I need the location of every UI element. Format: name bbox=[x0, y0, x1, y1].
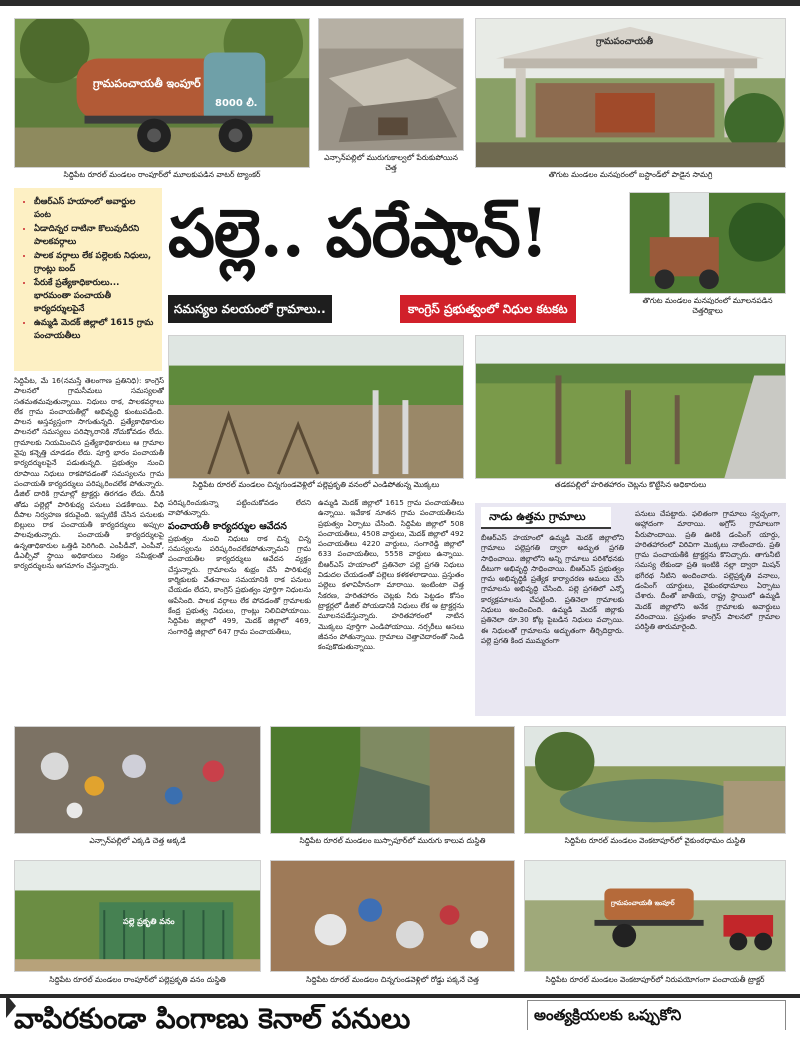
column-2-intro: పరిష్కరించుకున్నా పట్టించుకోవడం లేదని వాపోతున్నారు. bbox=[168, 498, 311, 518]
caption-garbage-5: సిద్దిపేట రూరల్ మండలం చిన్నగుండవెళ్లిలో రోడ్డు పక్కనే చెత్త bbox=[306, 975, 479, 984]
dry-plants-photo bbox=[168, 335, 464, 479]
article-column-3: ఉమ్మడి మెదక్ జిల్లాలో 1615 గ్రామ పంచాయతీలు ఉన్నాయి. ఇవేకాక నూతన గ్రామ పంచాయతీలను ప్రభుత్వం ఏర్పాటు చేసింది. సిద్దిపేట జిల్లాలో 508 పంచాయతీలు, 4508 వార్డులు, మెదక్ జిల్లాలో 492 పంచాయతీలు 4220 వార్డులు, సంగారెడ్డి జిల్లాలో 633 పంచాయతీలు, 5558 వార్డులు ఉన్నాయి. బీఆర్ఎస్ హయాంలో ప్రతినెలా పల్లె ప్రగతి నిధులు విడుదల చేయడంతో పల్లెలు కళకళలాడాయి. ప్రస్తుతం పల్లెలు కళావిహీనంగా మారాయి. ఇంటింటా చెత్త సేకరణ, హరితహారం చెట్లకు నీరు పెట్టడం కోసం ట్రాక్టర్లలో డీజిల్ పోయడానికి నిధులు లేక ఆ ట్రాక్టర్లను మూలనపడేస్తున్నారు. హరితహారంలో నాటిన మొక్కలు పూర్తిగా ఎండిపోయాయి. నర్సరీలు అసలు జీవనం పోతున్నాయి. గ్రామాలు చెత్తాచెదారంతో నిండి కంపుకొడుతున్నాయి. bbox=[318, 498, 464, 652]
article-column-1: సిద్దిపేట, మే 16(నమస్తే తెలంగాణ ప్రతినిధి): కాంగ్రెస్ పాలనలో గ్రామసీమలు సమస్యలతో సతమతమవుతున్నాయి. నిధులు రాక, పాలకవర్గాలు లేక గ్రామ పంచాయతీల్లో అభివృద్ధి కుంటుపడింది. పాలన అస్తవ్యస్తంగా సాగుతున్నది. ప్రత్యేకాధికారుల పాలనలో సమస్యలు పరిష్కారానికి నోచుకోవడం లేదు. గ్రామాలకు నియమించిన ప్రత్యేకాధికారులు ఆ గ్రామాల వైపు కన్నెత్తి చూడడం లేదు. పూర్తి భారం పంచాయతీ కార్యదర్శులపైనే పడుతున్నది. ప్రభుత్వం నుంచి రూపాయి నిధులు రాకపోవడంతో సమస్యలను గ్రామ పంచాయతీ కార్యదర్శులు పరిష్కరించలేక పోతున్నారు. డీజిల్ దారికి గ్రామాల్లో ట్రాక్టర్లు తిరగడం లేదు. దీనికి తోడు పల్లెల్లో పారిశుధ్య పనులు పడకేశాయి. వీధి దీపాల నిర్వహణ కరువైంది. ఇప్పటికే చేసిన పనులకు బిల్లులు రాక పంచాయతీ కార్యదర్శులు అప్పుల పాలవుతున్నారు. పంచాయతీ కార్యదర్శులపై ఉన్నతాధికారుల ఒత్తిడి పెరిగింది. ఎంపీడీవో, ఎంపీవో, డీఎల్పీవో స్థాయి అధికారులు నిత్యం సమీక్షలతో కార్యదర్శులను ఆగమాగం చేస్తున్నారు. bbox=[14, 376, 164, 571]
top-rule bbox=[0, 0, 800, 6]
caption-garbage-1: ఎన్సాన్‌పల్లిలో ఎక్కడి చెత్త అక్కడే bbox=[89, 836, 186, 845]
caption-drain-top: ఎన్సాన్‌పల్లిలో మురుగుకాల్వలో పేరుకుపోయిన చెత్త bbox=[324, 153, 458, 172]
caption-pond-3: సిద్దిపేట రూరల్ మండలం వెంకటాపూర్‌లో వైకుంఠధామం దుస్థితి bbox=[564, 836, 746, 845]
highlights-box bbox=[14, 188, 162, 371]
caption-tanker: సిద్దిపేట రూరల్ మండలం రాంపూర్‌లో మూలకుపడిన వాటర్ ట్యాంకర్ bbox=[63, 170, 261, 179]
gate-sign: పల్లె ప్రకృతి వనం bbox=[123, 917, 175, 926]
subheadline-black: సమస్యల వలయంలో గ్రామాలు.. bbox=[168, 295, 332, 323]
highlight-item: • పాలక వర్గాలు లేక పల్లెలకు నిధులు, గ్రాంట్లు బంద్ bbox=[34, 250, 154, 276]
caption-dry-plants: సిద్దిపేట రూరల్ మండలం చిన్నగుండవెళ్లిలో పల్లెప్రకృతి వనంలో ఎండిపోతున్న మొక్కలు bbox=[192, 480, 440, 489]
garbage-photo-5 bbox=[270, 860, 515, 972]
highlight-item: • బీఆర్ఎస్ హయాంలో అవార్డుల పంట bbox=[34, 196, 154, 222]
rickshaw-photo bbox=[629, 192, 786, 294]
article-column-2 bbox=[168, 498, 311, 720]
sidebox-column-2: పనులు చేపట్టారు. ఫలితంగా గ్రామాలు స్వచ్ఛంగా, ఆహ్లాదంగా మారాయి. అగ్రోస్ గ్రామాలుగా పేరుపొందాయి. ప్రతి ఊరికి డంపింగ్ యార్డు, హరితహారంలో విరివిగా మొక్కలు నాటించారు. ప్రతి గ్రామ పంచాయతీకి ట్రాక్టర్లను కొనిచ్చారు. తాగునీటి సమస్య లేకుండా ప్రతి ఇంటికి నల్లా ద్వారా మిషన్ భగీరథ నీటిని అందించారు. పల్లెప్రకృతి వనాలు, డంపింగ్ యార్డులు, వైకుంఠధామాలు ఏర్పాటు చేశారు. దీంతో జాతీయ, రాష్ట్ర స్థాయిలో ఉమ్మడి మెదక్ జిల్లాలోని అనేక గ్రామాలకు అవార్డులు వరించాయి. ప్రస్తుతం కాంగ్రెస్ పాలనలో గ్రామాల పరిస్థితి తారుమారైంది. bbox=[635, 509, 780, 632]
gate-photo-4 bbox=[14, 860, 261, 972]
shed-sign: గ్రామపంచాయతీ bbox=[596, 37, 654, 47]
highlight-item: • ఏడాదిన్నర దాటినా కొలువుదీరని పాలకవర్గాలు bbox=[34, 223, 154, 249]
section-heading: పంచాయతీ కార్యదర్శుల ఆవేదన bbox=[168, 520, 287, 532]
tractor-trailer-sign: గ్రామపంచాయతీ ఇంపూర్ bbox=[611, 899, 675, 907]
column-2-body: ప్రభుత్వం నుంచి నిధులు రాక చిన్న చిన్న సమస్యలను పరిష్కరించలేకపోతున్నామని గ్రామ పంచాయతీల కార్యదర్శులు ఆవేదన వ్యక్తం చేస్తున్నారు. గ్రామాలను శుభ్రం చేసే పారిశుధ్య కార్మికులకు వేతనాలు సమయానికి రాక పనులు చేయడం లేదని, కాంగ్రెస్ ప్రభుత్వం పూర్తిగా నిధులను ఆపేసింది. పాలక వర్గాలు లేక పోవడంతో గ్రామాలకు కేంద్ర ప్రభుత్వ నిధులు, గ్రాంట్లు నిలిచిపోయాయి. సిద్దిపేట జిల్లాలో 499, మెదక్ జిల్లాలో 469, సంగారెడ్డి జిల్లాలో 647 గ్రామ పంచాయతీలు, bbox=[168, 533, 311, 636]
caption-drain-2: సిద్దిపేట రూరల్ మండలం బుస్సాపూర్‌లో మురుగు కాలువ దుస్థితి bbox=[299, 836, 486, 845]
sidebox-heading: నాడు ఉత్తమ గ్రామాలు bbox=[481, 507, 611, 529]
pond-photo-3 bbox=[524, 726, 786, 834]
caption-shed: తొగుట మండలం మనపురంలో బస్టాండ్‌లో పాడైన సామగ్రి bbox=[548, 170, 713, 179]
sidebox-column-1: బీఆర్ఎస్ హయాంలో ఉమ్మడి మెదక్ జిల్లాలోని గ్రామాలు పల్లెప్రగతి ద్వారా అద్భుత ప్రగతి సాధించాయి. జిల్లాలోని అన్ని గ్రామాలు పరిశోధనకు దీటుగా అభివృద్ధి సాధించాయి. బీఆర్ఎస్ ప్రభుత్వం గ్రామ అభివృద్ధికి ప్రత్యేక కార్యాచరణ అమలు చేసి గ్రామాలను అభివృద్ధి చేసింది. పల్లె ప్రగతిలో ఎన్నో కార్యక్రమాలను చేపట్టింది. ప్రతినెలా గ్రామాలకు నిధులు అందించింది. ఉమ్మడి మెదక్ జిల్లాకు ప్రతినెలా రూ.30 కోట్ల పైబడిన నిధులు వచ్చాయి. ఈ నిధులతో గ్రామాలను అద్భుతంగా తీర్చిదిద్దారు. పల్లె ప్రగతి కింద ముమ్మరంగా bbox=[481, 533, 624, 645]
sidebox bbox=[475, 503, 786, 716]
cut-trees-photo bbox=[475, 335, 786, 479]
tanker-label-2: 8000 లీ. bbox=[215, 98, 258, 109]
tanker-label-1: గ్రామపంచాయతీ ఇంపూర్ bbox=[93, 77, 201, 90]
next-story-headline: వాపిరకుండా పింగాణు కెనాల్ పనులు bbox=[14, 1002, 411, 1035]
caption-tractor-6: సిద్దిపేట రూరల్ మండలం వెంకటాపూర్‌లో నిరుపయోగంగా పంచాయతీ ట్రాక్టర్ bbox=[545, 975, 765, 984]
water-tanker-photo bbox=[14, 18, 310, 168]
garbage-photo-1 bbox=[14, 726, 261, 834]
caption-rickshaw: తొగుట మండలం మనపురంలో మూలనపడిన చెత్తరిక్షాలు bbox=[642, 296, 773, 315]
highlight-item: • ఉమ్మడి మెదక్ జిల్లాలో 1615 గ్రామ పంచాయతీలు bbox=[34, 317, 154, 343]
side-story-headline: అంత్యక్రియలకు ఒప్పుకోని bbox=[527, 1000, 786, 1030]
highlight-item: • పేరుకే ప్రత్యేకాధికారులు... భారమంతా పంచాయతీ కార్యదర్శులపైనే bbox=[34, 277, 154, 316]
caption-gate-4: సిద్దిపేట రూరల్ మండలం రాంపూర్‌లో పల్లెప్రకృతి వనం దుస్థితి bbox=[49, 975, 226, 984]
caption-cut-trees: తడకపల్లిలో హరితహారం చెట్లను కొట్టేసిన అధికారులు bbox=[554, 480, 707, 489]
main-headline: పల్లె.. పరేషాన్! bbox=[168, 194, 548, 272]
subheadline-red: కాంగ్రెస్ ప్రభుత్వంలో నిధుల కటకట bbox=[400, 295, 576, 323]
bus-shed-photo bbox=[475, 18, 786, 168]
tractor-photo-6 bbox=[524, 860, 786, 972]
drain-debris-photo bbox=[318, 18, 464, 151]
drain-photo-2 bbox=[270, 726, 515, 834]
